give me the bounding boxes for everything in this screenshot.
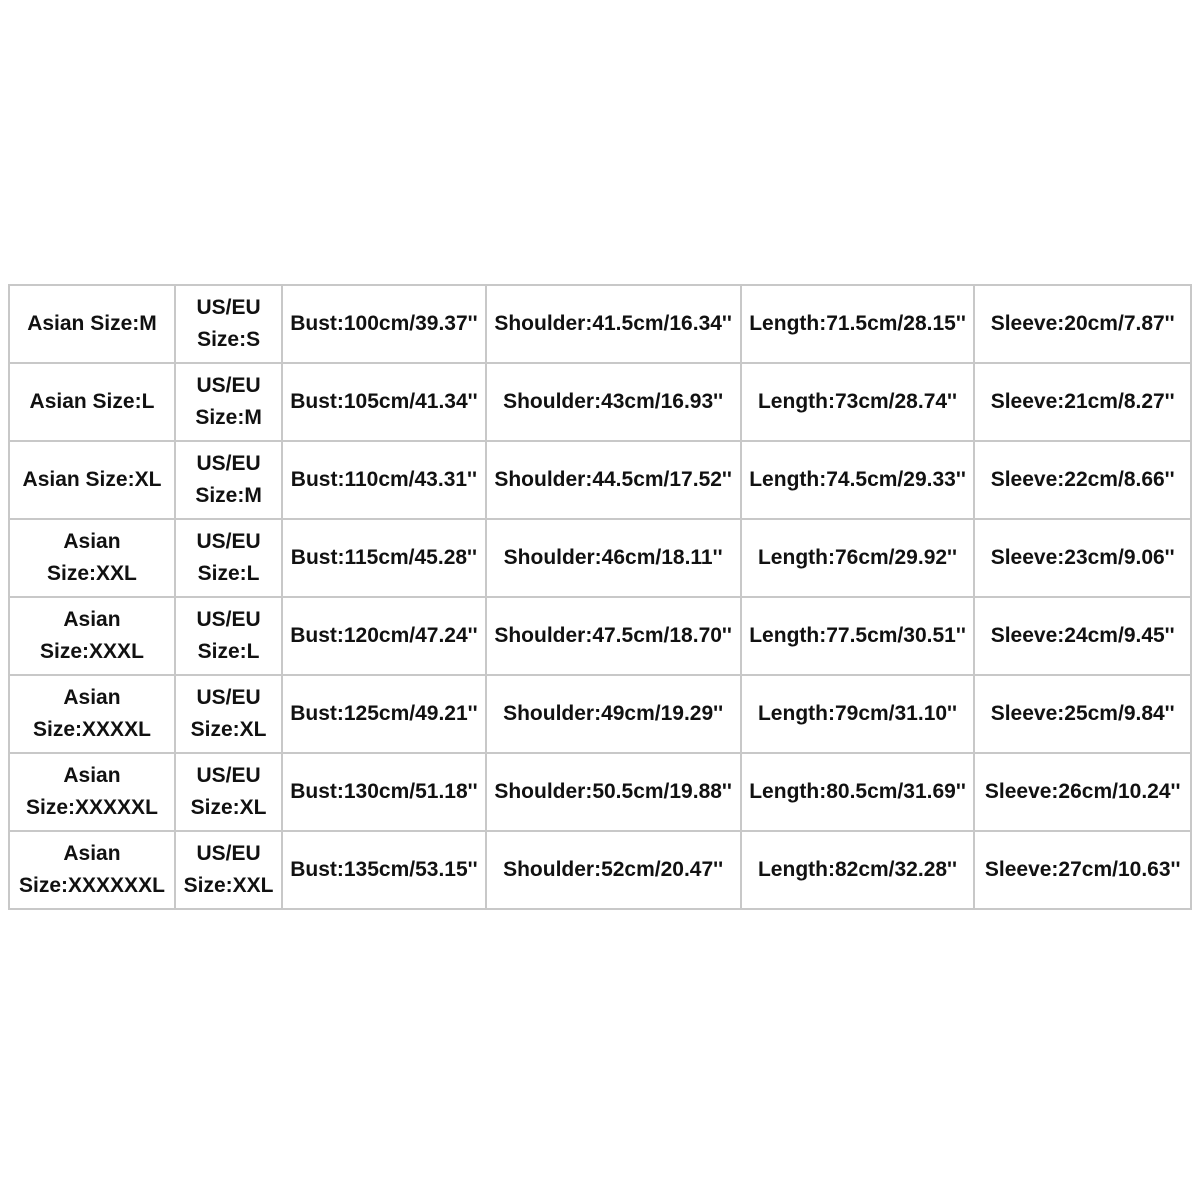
table-row [9,441,1191,519]
us-eu-size-cell: US/EU Size:L [175,597,282,675]
us-eu-size-cell: US/EU Size:L [175,519,282,597]
table-row [9,753,1191,831]
table-row [9,519,1191,597]
asian-size-cell: Asian Size:XXXXL [9,675,175,753]
asian-size-cell: Asian Size:XXXXXXL [9,831,175,909]
length-cell: Length:76cm/29.92'' [741,519,975,597]
table-row [9,831,1191,909]
shoulder-cell: Shoulder:47.5cm/18.70'' [486,597,741,675]
sleeve-cell: Sleeve:27cm/10.63'' [974,831,1191,909]
shoulder-cell: Shoulder:49cm/19.29'' [486,675,741,753]
shoulder-cell: Shoulder:50.5cm/19.88'' [486,753,741,831]
shoulder-cell: Shoulder:44.5cm/17.52'' [486,441,741,519]
table-row [9,597,1191,675]
asian-size-cell: Asian Size:XXL [9,519,175,597]
length-cell: Length:74.5cm/29.33'' [741,441,975,519]
size-chart-table [8,284,1192,910]
us-eu-size-cell: US/EU Size:M [175,441,282,519]
length-cell: Length:82cm/32.28'' [741,831,975,909]
table-row [9,675,1191,753]
bust-cell: Bust:120cm/47.24'' [282,597,485,675]
asian-size-cell: Asian Size:XXXXXL [9,753,175,831]
length-cell: Length:80.5cm/31.69'' [741,753,975,831]
asian-size-cell: Asian Size:M [9,285,175,363]
shoulder-cell: Shoulder:41.5cm/16.34'' [486,285,741,363]
sleeve-cell: Sleeve:20cm/7.87'' [974,285,1191,363]
bust-cell: Bust:110cm/43.31'' [282,441,485,519]
shoulder-cell: Shoulder:46cm/18.11'' [486,519,741,597]
bust-cell: Bust:105cm/41.34'' [282,363,485,441]
asian-size-cell: Asian Size:XL [9,441,175,519]
sleeve-cell: Sleeve:23cm/9.06'' [974,519,1191,597]
shoulder-cell: Shoulder:52cm/20.47'' [486,831,741,909]
sleeve-cell: Sleeve:21cm/8.27'' [974,363,1191,441]
bust-cell: Bust:115cm/45.28'' [282,519,485,597]
us-eu-size-cell: US/EU Size:XXL [175,831,282,909]
us-eu-size-cell: US/EU Size:S [175,285,282,363]
length-cell: Length:71.5cm/28.15'' [741,285,975,363]
us-eu-size-cell: US/EU Size:XL [175,753,282,831]
table-row [9,363,1191,441]
table-row [9,285,1191,363]
sleeve-cell: Sleeve:22cm/8.66'' [974,441,1191,519]
length-cell: Length:73cm/28.74'' [741,363,975,441]
bust-cell: Bust:135cm/53.15'' [282,831,485,909]
shoulder-cell: Shoulder:43cm/16.93'' [486,363,741,441]
sleeve-cell: Sleeve:24cm/9.45'' [974,597,1191,675]
length-cell: Length:77.5cm/30.51'' [741,597,975,675]
length-cell: Length:79cm/31.10'' [741,675,975,753]
sleeve-cell: Sleeve:25cm/9.84'' [974,675,1191,753]
asian-size-cell: Asian Size:L [9,363,175,441]
bust-cell: Bust:125cm/49.21'' [282,675,485,753]
size-chart-body [9,285,1191,909]
asian-size-cell: Asian Size:XXXL [9,597,175,675]
us-eu-size-cell: US/EU Size:M [175,363,282,441]
sleeve-cell: Sleeve:26cm/10.24'' [974,753,1191,831]
bust-cell: Bust:130cm/51.18'' [282,753,485,831]
us-eu-size-cell: US/EU Size:XL [175,675,282,753]
bust-cell: Bust:100cm/39.37'' [282,285,485,363]
